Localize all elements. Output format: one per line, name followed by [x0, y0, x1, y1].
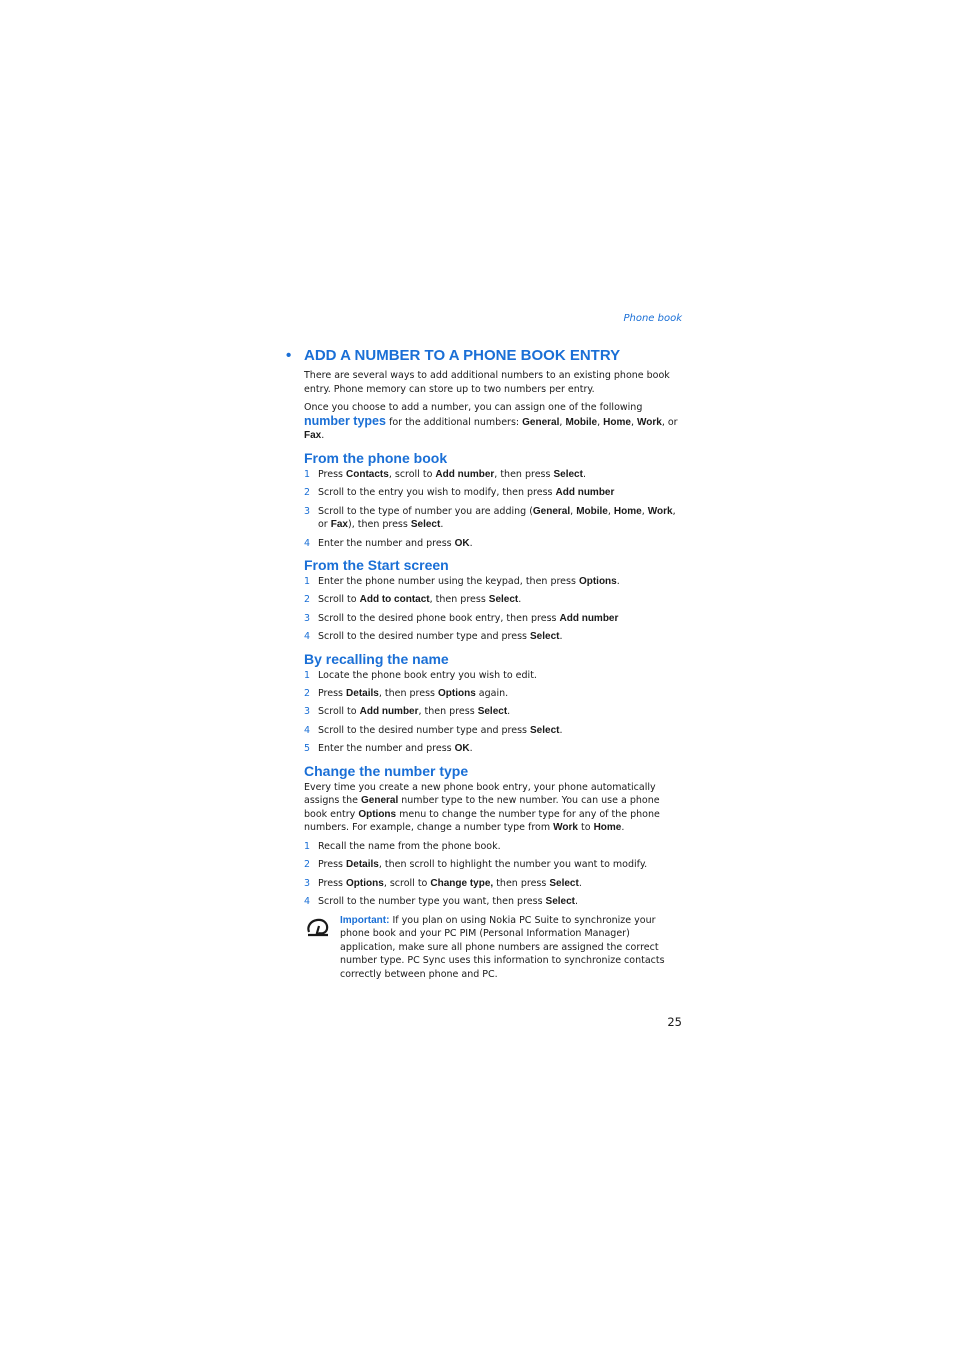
steps-phone-book: [304, 468, 684, 550]
step-item: 3 Scroll to Add number, then press Select.: [304, 706, 511, 718]
heading-bullet: •: [286, 347, 292, 364]
step-item: 4 Scroll to the number type you want, then press Select.: [304, 896, 579, 908]
page-title: [286, 346, 684, 366]
step-item: 3 Press Options, scroll to Change type, then press Select.: [304, 877, 582, 889]
important-note-icon: [306, 918, 330, 938]
intro-paragraph: There are several ways to add additional numbers to an existing phone book entry. Phone memory can store up to two numbers per entry.: [304, 370, 670, 395]
step-item: 3 Scroll to the type of number you are adding (General, Mobile, Home, Work, or Fax), then press Select.: [304, 505, 676, 531]
step-item: 2 Press Details, then scroll to highlight the number you want to modify.: [304, 859, 648, 871]
step-item: 2 Scroll to the entry you wish to modify, then press Add number: [304, 487, 615, 499]
step-item: 5 Enter the number and press OK.: [304, 743, 473, 755]
section-heading-change-type: Change the number type: [304, 762, 469, 779]
running-head: Phone book: [623, 313, 682, 324]
page-title-text: ADD A NUMBER TO A PHONE BOOK ENTRY: [304, 347, 621, 364]
steps-recalling: [304, 669, 684, 756]
step-item: 1 Locate the phone book entry you wish to edit.: [304, 669, 537, 681]
steps-start-screen: [304, 575, 684, 644]
note-label: Important:: [340, 914, 390, 926]
page-number: 25: [667, 1015, 682, 1029]
step-item: 1 Press Contacts, scroll to Add number, then press Select.: [304, 468, 586, 480]
page-content: [286, 346, 684, 982]
number-types-term: number types: [304, 413, 386, 428]
section-heading-recalling: By recalling the name: [304, 650, 449, 667]
step-item: 2 Press Details, then press Options again.: [304, 688, 509, 700]
important-note: [304, 914, 684, 982]
step-item: 3 Scroll to the desired phone book entry, then press Add number: [304, 612, 619, 624]
step-item: 2 Scroll to Add to contact, then press Select.: [304, 594, 522, 606]
section-heading-phone-book: From the phone book: [304, 449, 448, 466]
step-item: 4 Scroll to the desired number type and press Select.: [304, 724, 563, 736]
steps-change-type: [304, 840, 684, 909]
step-item: 4 Scroll to the desired number type and press Select.: [304, 631, 563, 643]
step-item: 1 Enter the phone number using the keypad, then press Options.: [304, 576, 620, 587]
note-text: If you plan on using Nokia PC Suite to synchronize your phone book and your PC PIM (Personal Information Manager) application, make sure all phone numbers are assigned the correct number type. PC Sync uses this information to synchronize contacts correctly between phone and PC.: [340, 914, 665, 981]
section-heading-start-screen: From the Start screen: [304, 557, 449, 573]
change-type-paragraph: Every time you create a new phone book entry, your phone automatically assigns the General number type to the new number. You can use a phone book entry Options menu to change the number type for any of the phone numbers. For example, change a number type from Work to Home.: [304, 781, 660, 834]
intro-types-paragraph: Once you choose to add a number, you can assign one of the following number types for the additional numbers: General, Mobile, Home, Work, or Fax.: [304, 402, 678, 442]
step-item: 1 Recall the name from the phone book.: [304, 841, 501, 853]
step-item: 4 Enter the number and press OK.: [304, 537, 473, 549]
